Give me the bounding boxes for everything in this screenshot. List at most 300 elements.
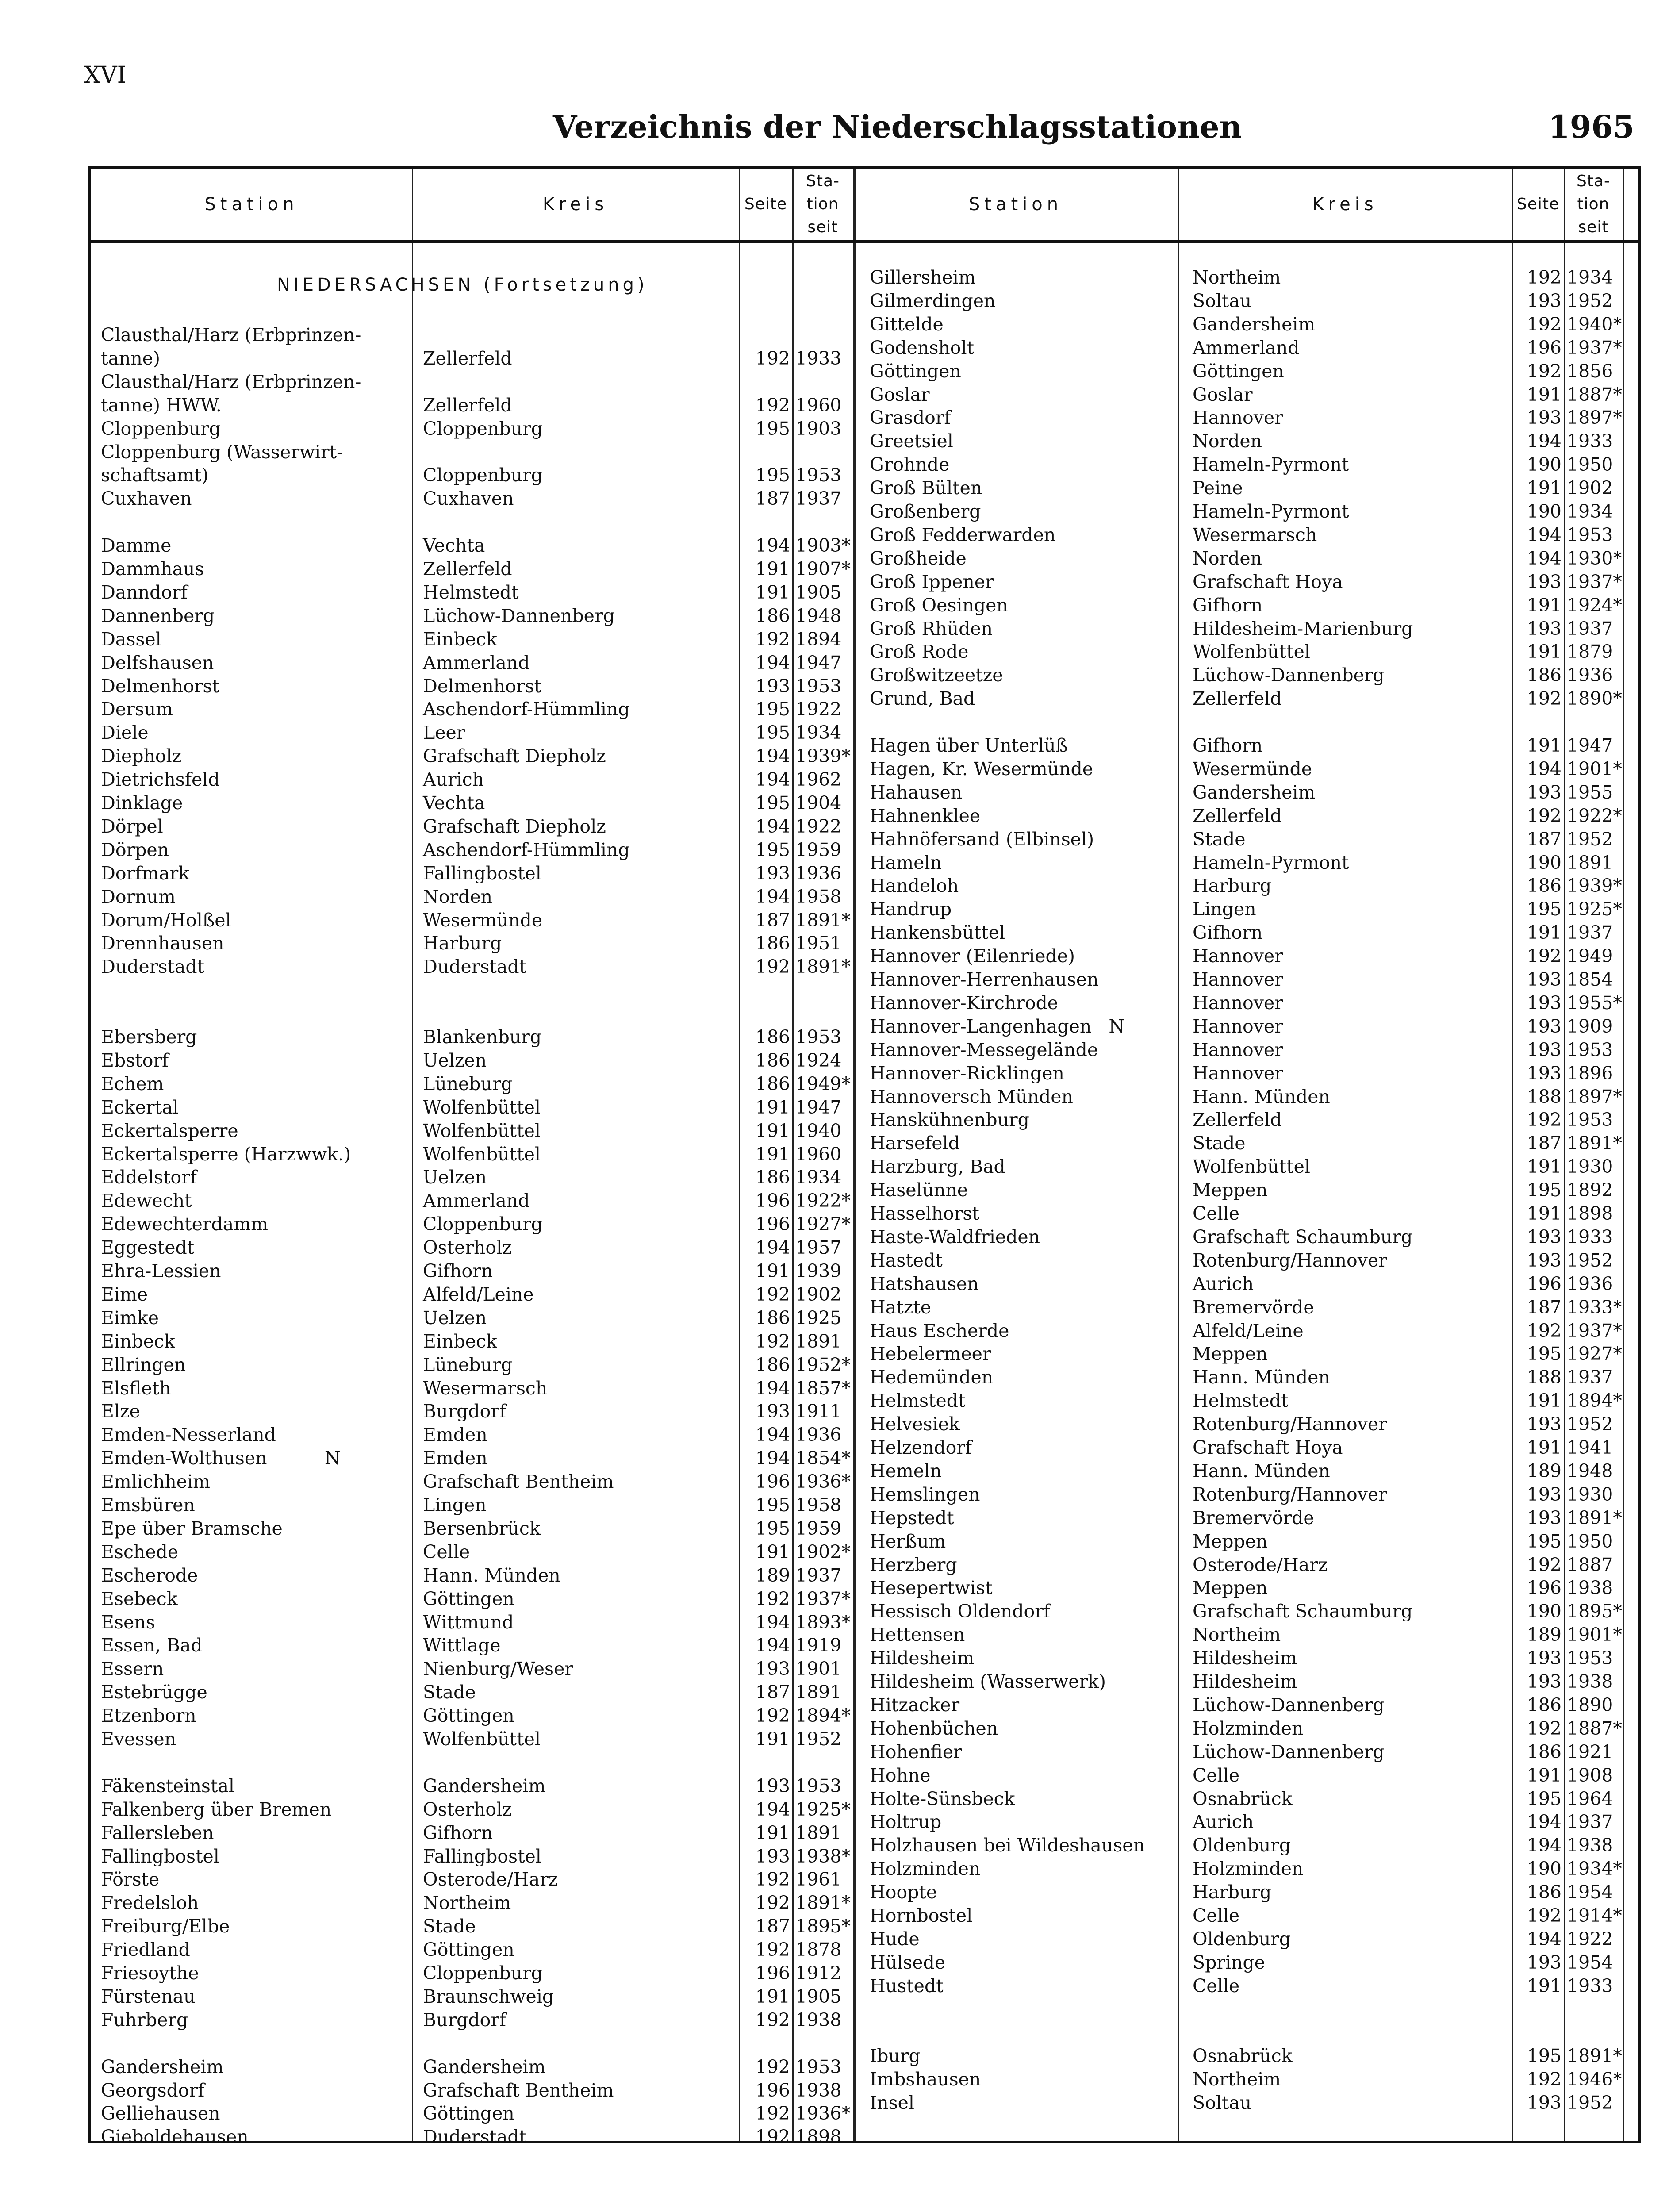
seit-cell: 1887*	[1567, 384, 1622, 405]
table-row	[91, 1132, 1622, 1155]
table-row	[91, 1974, 1622, 1998]
table-row	[91, 1085, 1622, 1109]
station-cell: Diele	[101, 722, 149, 744]
seite-cell: 186	[1527, 664, 1562, 686]
table-row	[91, 851, 1622, 875]
seite-cell: 189	[1527, 1624, 1562, 1646]
kreis-cell: Hannover	[1193, 1039, 1283, 1060]
seit-cell: 1934	[795, 722, 842, 744]
seit-cell: 1911	[795, 1401, 842, 1422]
seite-cell: 192	[755, 1283, 790, 1305]
kreis-cell: Gandersheim	[423, 2056, 546, 2078]
kreis-cell: Cloppenburg	[423, 465, 543, 486]
station-cell: Fallersleben	[101, 1822, 214, 1843]
kreis-cell: Burgdorf	[423, 2009, 506, 2031]
seite-cell: 193	[1527, 1226, 1562, 1248]
seit-cell: 1930	[1567, 1156, 1613, 1178]
page-year: 1965	[1548, 108, 1634, 145]
kreis-cell: Lüneburg	[423, 1073, 513, 1094]
seite-cell: 192	[755, 1892, 790, 1914]
seite-cell: 192	[1527, 1320, 1562, 1341]
kreis-cell: Aurich	[423, 769, 484, 791]
seite-cell: 191	[1527, 1203, 1562, 1224]
kreis-cell: Gifhorn	[423, 1822, 493, 1843]
seit-cell: 1948	[1567, 1460, 1613, 1482]
seite-cell: 192	[1527, 360, 1562, 382]
kreis-cell: Lüchow-Dannenberg	[1193, 664, 1385, 686]
seite-cell: 194	[1527, 430, 1562, 452]
station-cell: Gandersheim	[101, 2056, 224, 2078]
seit-cell: 1902	[1567, 477, 1613, 499]
kreis-cell: Grafschaft Bentheim	[423, 2079, 614, 2101]
table-row	[91, 781, 1622, 804]
seite-cell: 192	[755, 1939, 790, 1961]
header-seit-right	[1564, 169, 1623, 240]
station-cell: Hagen, Kr. Wesermünde	[870, 758, 1093, 780]
seit-cell: 1938*	[795, 1845, 851, 1867]
seit-cell: 1953	[795, 675, 842, 697]
kreis-cell: Meppen	[1193, 1343, 1268, 1365]
table-row	[91, 336, 1622, 360]
seite-cell: 192	[755, 1588, 790, 1609]
station-cell: Essern	[101, 1658, 164, 1680]
seite-cell: 191	[1527, 477, 1562, 499]
kreis-cell: Wolfenbüttel	[423, 1120, 541, 1141]
table-row	[91, 500, 1622, 523]
seit-cell: 1933	[795, 347, 842, 369]
station-cell: Cuxhaven	[101, 488, 192, 510]
seit-cell: 1891*	[795, 1892, 851, 1914]
seit-cell: 1937*	[1567, 337, 1622, 358]
kreis-cell: Hameln-Pyrmont	[1193, 454, 1349, 476]
page-title: Verzeichnis der Niederschlagsstationen	[553, 108, 1242, 145]
station-cell: Dorum/Holßel	[101, 909, 231, 931]
seite-cell: 191	[755, 1728, 790, 1750]
station-cell: Emlichheim	[101, 1471, 211, 1493]
kreis-cell: Celle	[423, 1541, 470, 1563]
kreis-cell: Burgdorf	[423, 1401, 506, 1422]
seit-cell: 1854	[1567, 969, 1613, 990]
station-cell: Handeloh	[870, 875, 959, 897]
station-cell: Estebrügge	[101, 1682, 207, 1703]
station-cell: Helzendorf	[870, 1437, 972, 1458]
kreis-cell: Soltau	[1193, 290, 1252, 311]
kreis-cell: Cuxhaven	[423, 488, 514, 510]
table-row	[91, 1576, 1622, 1600]
seite-cell: 193	[1527, 781, 1562, 803]
seite-cell: 191	[755, 1822, 790, 1843]
station-cell: Emden-Nesserland	[101, 1424, 276, 1446]
kreis-cell: Holzminden	[1193, 1858, 1304, 1880]
kreis-cell: Harburg	[1193, 875, 1272, 897]
seite-cell: 189	[1527, 1460, 1562, 1482]
seite-cell: 195	[755, 418, 790, 439]
kreis-cell: Einbeck	[423, 1330, 497, 1352]
station-cell: tanne)	[101, 347, 160, 369]
station-cell: Hülsede	[870, 1951, 946, 1973]
table-row	[91, 2091, 1622, 2115]
seit-cell: 1933	[1567, 1975, 1613, 1997]
seit-cell: 1947	[795, 652, 842, 673]
seite-cell: 191	[1527, 1437, 1562, 1458]
seite-cell: 193	[1527, 1671, 1562, 1692]
kreis-cell: Osterholz	[423, 1798, 512, 1820]
seite-cell: 187	[1527, 1133, 1562, 1154]
station-cell: Dörpel	[101, 815, 163, 837]
table-row	[91, 313, 1622, 336]
seit-cell: 1951	[795, 933, 842, 954]
seit-cell: 1908	[1567, 1764, 1613, 1786]
seite-cell: 192	[1527, 267, 1562, 288]
kreis-cell: Lüchow-Dannenberg	[1193, 1694, 1385, 1716]
station-cell: Dörpen	[101, 839, 169, 860]
seite-cell: 192	[1527, 313, 1562, 335]
kreis-cell: Oldenburg	[1193, 1928, 1291, 1950]
seit-cell: 1958	[795, 1494, 842, 1516]
kreis-cell: Hann. Münden	[423, 1564, 560, 1586]
seit-cell: 1922*	[795, 1190, 851, 1212]
station-cell: Friesoythe	[101, 1962, 199, 1984]
kreis-cell: Stade	[1193, 828, 1246, 850]
seit-cell: 1933*	[1567, 1296, 1622, 1318]
kreis-cell: Aurich	[1193, 1273, 1254, 1294]
seite-cell: 186	[755, 1354, 790, 1375]
station-cell: Holzminden	[870, 1858, 981, 1880]
kreis-cell: Helmstedt	[1193, 1390, 1289, 1412]
kreis-cell: Einbeck	[423, 628, 497, 650]
seite-cell: 193	[1527, 407, 1562, 429]
station-cell: Esebeck	[101, 1588, 178, 1609]
station-cell: Holzhausen bei Wildeshausen	[870, 1835, 1145, 1856]
seit-cell: 1949	[1567, 945, 1613, 967]
seit-cell: 1930	[1567, 1483, 1613, 1505]
seite-cell: 188	[1527, 1086, 1562, 1107]
seite-cell: 195	[755, 722, 790, 744]
station-cell: Groß Ippener	[870, 571, 994, 592]
seite-cell: 192	[1527, 1905, 1562, 1926]
seit-cell: 1890	[1567, 1694, 1613, 1716]
station-cell: Emsbüren	[101, 1494, 195, 1516]
seite-cell: 192	[755, 628, 790, 650]
seite-cell: 191	[755, 1120, 790, 1141]
seit-cell: 1937	[1567, 1811, 1613, 1833]
kreis-cell: Gifhorn	[423, 1260, 493, 1282]
kreis-cell: Northeim	[1193, 267, 1281, 288]
station-cell: Hameln	[870, 852, 942, 873]
station-cell: Helmstedt	[870, 1390, 966, 1412]
station-cell: Echem	[101, 1073, 164, 1094]
seit-cell: 1895*	[1567, 1601, 1622, 1622]
kreis-cell: Osterholz	[423, 1237, 512, 1259]
kreis-cell: Aschendorf-Hümmling	[423, 699, 630, 720]
header-rule	[91, 240, 1638, 243]
seit-cell: 1959	[795, 1517, 842, 1539]
seite-cell: 187	[1527, 1296, 1562, 1318]
kreis-cell: Uelzen	[423, 1167, 487, 1188]
table-row	[91, 2021, 1622, 2045]
kreis-cell: Göttingen	[1193, 360, 1284, 382]
station-cell: Delfshausen	[101, 652, 214, 673]
seite-cell: 191	[1527, 1156, 1562, 1178]
station-cell: Clausthal/Harz (Erbprinzen-	[101, 371, 361, 392]
station-cell: Hemeln	[870, 1460, 942, 1482]
kreis-cell: Ammerland	[423, 1190, 530, 1212]
station-cell: Dannenberg	[101, 605, 215, 626]
station-cell: Georgsdorf	[101, 2079, 205, 2101]
seit-cell: 1952*	[795, 1354, 851, 1375]
seit-cell: 1894*	[795, 1705, 851, 1727]
header-kreis-right: Kreis	[1312, 194, 1378, 215]
table-row	[91, 594, 1622, 617]
station-cell: Herßum	[870, 1530, 946, 1552]
station-cell: Holtrup	[870, 1811, 942, 1833]
seit-cell: 1891	[795, 1822, 842, 1843]
header-seit-line2: tion	[1577, 195, 1610, 213]
seit-cell: 1937*	[1567, 571, 1622, 592]
seite-cell: 190	[1527, 852, 1562, 873]
kreis-cell: Grafschaft Bentheim	[423, 1471, 614, 1493]
header-seit-line3: seit	[1578, 218, 1609, 236]
seite-cell: 186	[755, 933, 790, 954]
seite-cell: 194	[755, 1237, 790, 1259]
kreis-cell: Fallingbostel	[423, 1845, 541, 1867]
kreis-cell: Meppen	[1193, 1530, 1268, 1552]
seite-cell: 195	[1527, 2045, 1562, 2067]
kreis-cell: Hann. Münden	[1193, 1367, 1330, 1388]
seite-cell: 192	[755, 2056, 790, 2078]
seit-cell: 1941	[1567, 1437, 1613, 1458]
seit-cell: 1937	[1567, 618, 1613, 639]
seit-cell: 1937*	[1567, 1320, 1622, 1341]
kreis-cell: Osnabrück	[1193, 1788, 1293, 1809]
table-row	[91, 1506, 1622, 1530]
table-row	[91, 734, 1622, 757]
seit-cell: 1950	[1567, 454, 1613, 476]
seite-cell: 193	[1527, 992, 1562, 1014]
seit-cell: 1857*	[795, 1377, 851, 1399]
seite-cell: 193	[755, 1401, 790, 1422]
kreis-cell: Delmenhorst	[423, 675, 542, 697]
table-row	[91, 1553, 1622, 1577]
kreis-cell: Celle	[1193, 1764, 1240, 1786]
seite-cell: 192	[1527, 805, 1562, 826]
station-cell: Eddelstorf	[101, 1167, 197, 1188]
station-cell: Hannover-Kirchrode	[870, 992, 1059, 1014]
seit-cell: 1936	[795, 1424, 842, 1446]
seite-cell: 194	[1527, 1811, 1562, 1833]
kreis-cell: Ammerland	[1193, 337, 1300, 358]
kreis-cell: Fallingbostel	[423, 862, 541, 884]
station-cell: Einbeck	[101, 1330, 175, 1352]
table-row	[91, 664, 1622, 687]
table-row	[91, 1951, 1622, 1974]
table-row	[91, 945, 1622, 968]
seite-cell: 186	[755, 1167, 790, 1188]
station-cell: Helvesiek	[870, 1413, 960, 1435]
seit-cell: 1955*	[1567, 992, 1622, 1014]
seite-cell: 194	[755, 745, 790, 767]
kreis-cell: Harburg	[423, 933, 502, 954]
station-cell: Grohnde	[870, 454, 950, 476]
seite-cell: 194	[755, 652, 790, 673]
station-cell: Hohne	[870, 1764, 931, 1786]
seit-cell: 1936	[795, 862, 842, 884]
table-row	[91, 266, 1622, 289]
kreis-cell: Wesermünde	[1193, 758, 1312, 780]
seite-cell: 191	[1527, 594, 1562, 616]
kreis-cell: Wesermarsch	[423, 1377, 548, 1399]
seite-cell: 193	[755, 1658, 790, 1680]
table-row	[91, 1928, 1622, 1951]
kreis-cell: Goslar	[1193, 384, 1253, 405]
station-cell: Dammhaus	[101, 558, 204, 580]
kreis-cell: Zellerfeld	[1193, 1109, 1282, 1131]
seite-cell: 196	[1527, 1577, 1562, 1599]
table-row	[91, 874, 1622, 898]
station-cell: Gilmerdingen	[870, 290, 996, 311]
kreis-cell: Zellerfeld	[1193, 688, 1282, 710]
table-row	[91, 898, 1622, 921]
seit-cell: 1953	[795, 465, 842, 486]
station-cell: Emden-Wolthusen N	[101, 1448, 341, 1469]
seit-cell: 1891*	[795, 909, 851, 931]
station-cell: Großheide	[870, 547, 967, 569]
kreis-cell: Göttingen	[423, 2103, 514, 2124]
station-cell: Hannover (Eilenriede)	[870, 945, 1075, 967]
station-cell: Grund, Bad	[870, 688, 975, 710]
station-cell: Fallingbostel	[101, 1845, 219, 1867]
seit-cell: 1934	[1567, 501, 1613, 522]
seite-cell: 194	[1527, 1928, 1562, 1950]
seit-cell: 1897*	[1567, 407, 1622, 429]
station-cell: Edewecht	[101, 1190, 192, 1212]
seite-cell: 191	[1527, 922, 1562, 944]
station-cell: Hildesheim	[870, 1647, 975, 1669]
seit-cell: 1922*	[1567, 805, 1622, 826]
station-cell: Imbshausen	[870, 2069, 981, 2090]
seit-cell: 1937*	[795, 1588, 851, 1609]
seite-cell: 194	[1527, 524, 1562, 545]
station-cell: Hastedt	[870, 1249, 943, 1271]
station-cell: Hankensbüttel	[870, 922, 1005, 944]
table-row	[91, 828, 1622, 851]
table-row	[91, 1647, 1622, 1670]
station-cell: Ebersberg	[101, 1026, 197, 1048]
seit-cell: 1891	[795, 1682, 842, 1703]
seit-cell: 1879	[1567, 641, 1613, 663]
kreis-cell: Hann. Münden	[1193, 1460, 1330, 1482]
station-cell: Holte-Sünsbeck	[870, 1788, 1015, 1809]
seit-cell: 1898	[795, 2126, 842, 2148]
seit-cell: 1958	[795, 886, 842, 907]
table-row	[91, 1787, 1622, 1811]
seite-cell: 191	[755, 581, 790, 603]
kreis-cell: Hann. Münden	[1193, 1086, 1330, 1107]
station-cell: Eime	[101, 1283, 148, 1305]
kreis-cell: Ammerland	[423, 652, 530, 673]
station-cell: Gittelde	[870, 313, 944, 335]
table-row	[91, 476, 1622, 500]
seite-cell: 193	[1527, 1039, 1562, 1060]
kreis-cell: Göttingen	[423, 1705, 514, 1727]
kreis-cell: Wesermarsch	[1193, 524, 1317, 545]
seite-cell: 186	[755, 1026, 790, 1048]
seit-cell: 1921	[1567, 1741, 1613, 1763]
station-cell: Friedland	[101, 1939, 190, 1961]
station-cell: Dinklage	[101, 792, 183, 814]
kreis-cell: Hannover	[1193, 1062, 1283, 1084]
seite-cell: 192	[1527, 1554, 1562, 1575]
station-cell: Hanskühnenburg	[870, 1109, 1029, 1131]
kreis-cell: Stade	[1193, 1133, 1246, 1154]
seite-cell: 191	[755, 558, 790, 580]
kreis-cell: Vechta	[423, 535, 485, 557]
seit-cell: 1960	[795, 1143, 842, 1165]
seite-cell: 186	[1527, 1882, 1562, 1903]
table-row	[91, 1366, 1622, 1389]
seit-cell: 1901*	[1567, 1624, 1622, 1646]
kreis-cell: Uelzen	[423, 1049, 487, 1071]
station-cell: Hasselhorst	[870, 1203, 979, 1224]
seite-cell: 186	[755, 1307, 790, 1329]
seite-cell: 194	[755, 815, 790, 837]
seit-cell: 1962	[795, 769, 842, 791]
table-row	[91, 1062, 1622, 1085]
kreis-cell: Peine	[1193, 477, 1243, 499]
kreis-cell: Northeim	[1193, 1624, 1281, 1646]
seite-cell: 191	[1527, 641, 1562, 663]
table-row	[91, 1319, 1622, 1343]
table-row	[91, 2044, 1622, 2068]
seite-cell: 188	[1527, 1367, 1562, 1388]
seite-cell: 192	[755, 2126, 790, 2148]
table-row	[91, 1413, 1622, 1436]
station-cell: Fredelsloh	[101, 1892, 199, 1914]
station-cell: Haus Escherde	[870, 1320, 1009, 1341]
seit-cell: 1891*	[795, 956, 851, 978]
seit-cell: 1939*	[795, 745, 851, 767]
seit-cell: 1878	[795, 1939, 842, 1961]
seit-cell: 1964	[1567, 1788, 1613, 1809]
header-station-left: Station	[204, 194, 299, 215]
seite-cell: 196	[1527, 337, 1562, 358]
seite-cell: 194	[755, 769, 790, 791]
seite-cell: 192	[755, 1330, 790, 1352]
kreis-cell: Wolfenbüttel	[423, 1143, 541, 1165]
seit-cell: 1924	[795, 1049, 842, 1071]
seite-cell: 187	[755, 488, 790, 510]
kreis-cell: Zellerfeld	[423, 558, 512, 580]
seit-cell: 1891*	[1567, 2045, 1622, 2067]
kreis-cell: Springe	[1193, 1951, 1265, 1973]
kreis-cell: Hannover	[1193, 1015, 1283, 1037]
table-row	[91, 1389, 1622, 1413]
seit-cell: 1953	[1567, 1039, 1613, 1060]
seite-cell: 196	[755, 1190, 790, 1212]
kreis-cell: Hannover	[1193, 945, 1283, 967]
seite-cell: 191	[1527, 1975, 1562, 1997]
seite-cell: 194	[755, 1611, 790, 1633]
header-station-right: Station	[968, 194, 1063, 215]
seite-cell: 193	[755, 675, 790, 697]
table-row	[91, 804, 1622, 828]
table-row	[91, 1179, 1622, 1202]
station-cell: Epe über Bramsche	[101, 1517, 283, 1539]
station-cell: Dersum	[101, 699, 173, 720]
station-cell: Hemslingen	[870, 1483, 980, 1505]
kreis-cell: Northeim	[423, 1892, 511, 1914]
station-cell: Dietrichsfeld	[101, 769, 220, 791]
